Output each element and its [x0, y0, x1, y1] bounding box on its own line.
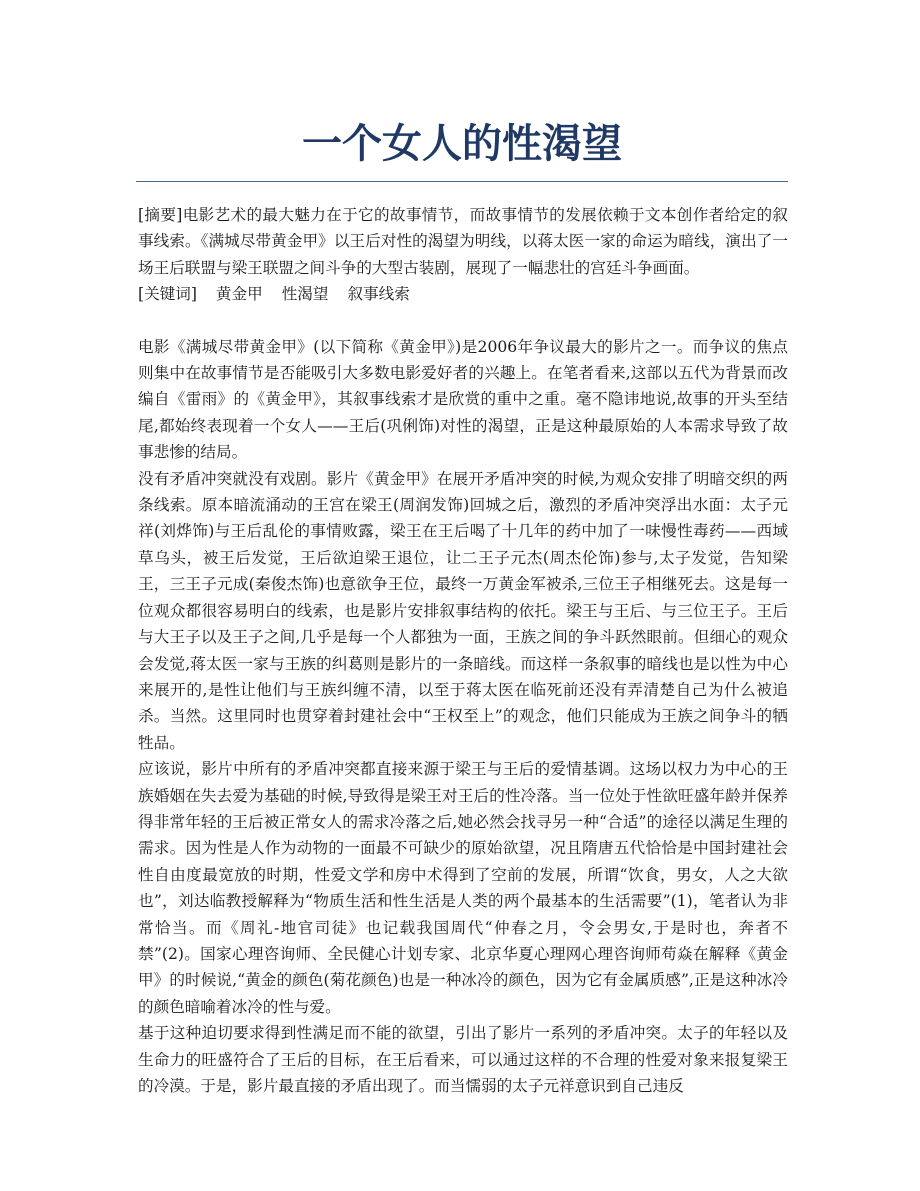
body-paragraph: 基于这种迫切要求得到性满足而不能的欲望，引出了影片一系列的矛盾冲突。太子的年轻以及生命力的旺盛符合了王后的目标，在王后看来，可以通过这样的不合理的性爱对象来报复梁王的冷漠。于是，影片最直接的矛盾出现了。而当懦弱的太子元祥意识到自己违反: [138, 1024, 788, 1095]
document-title: 一个女人的性渴望: [302, 121, 622, 167]
body-paragraph: 没有矛盾冲突就没有戏剧。影片《黄金甲》在展开矛盾冲突的时候,为观众安排了明暗交织的两条线索。原本暗流涌动的王宫在梁王(周润发饰)回城之后，激烈的矛盾冲突浮出水面：太子元祥(刘烨饰)与王后乱伦的事情败露，梁王在王后喝了十几年的药中加了一味慢性毒药——西域草乌头，被王后发觉，王后欲迫梁王退位，让二王子元杰(周杰伦饰)参与,太子发觉，告知梁王，三王子元成(秦俊杰饰)也意欲争王位，最终一万黄金军被杀,三位王子相继死去。这是每一位观众都很容易明白的线索，也是影片安排叙事结构的依托。梁王与王后、与三位王子。王后与大王子以及王子之间,几乎是每一个人都独为一面，王族之间的争斗跃然眼前。但细心的观众会发觉,蒋太医一家与王族的纠葛则是影片的一条暗线。而这样一条叙事的暗线也是以性为中心来展开的,是性让他们与王族纠缠不清，以至于蒋太医在临死前还没有弄清楚自己为什么被追杀。当然。这里同时也贯穿着封建社会中“王权至上”的观念，他们只能成为王族之间争斗的牺牲品。: [138, 469, 788, 752]
keywords-line: [138, 281, 788, 307]
body-paragraph: 电影《满城尽带黄金甲》(以下简称《黄金甲》)是2006年争议最大的影片之一。而争议的焦点则集中在故事情节是否能吸引大多数电影爱好者的兴趣上。在笔者看来,这部以五代为背景而改编自《雷雨》的《黄金甲》，其叙事线索才是欣赏的重中之重。毫不隐讳地说,故事的开头至结尾,都始终表现着一个女人——王后(巩俐饰)对性的渴望，正是这种最原始的人本需求导致了故事悲惨的结局。: [138, 337, 788, 462]
keyword: 黄金甲: [215, 285, 263, 304]
abstract: [摘要]电影艺术的最大魅力在于它的故事情节，而故事情节的发展依赖于文本创作者给定的叙事线索。《满城尽带黄金甲》以王后对性的渴望为明线，以蒋太医一家的命运为暗线，演出了一场王后联盟与梁王联盟之间斗争的大型古装剧，展现了一幅悲壮的宫廷斗争画面。: [138, 206, 788, 277]
keyword: 叙事线索: [347, 285, 410, 304]
document-body: [138, 202, 788, 1099]
keyword: 性渴望: [281, 285, 329, 304]
keywords-label: [关键词]: [138, 285, 197, 304]
body-paragraph: 应该说，影片中所有的矛盾冲突都直接来源于梁王与王后的爱情基调。这场以权力为中心的王族婚姻在失去爱为基础的时候,导致得是梁王对王后的性冷落。当一位处于性欲旺盛年龄并保养得非常年轻的王后被正常女人的需求冷落之后,她必然会找寻另一种“合适”的途径以满足生理的需求。因为性是人作为动物的一面最不可缺少的原始欲望，况且隋唐五代恰恰是中国封建社会性自由度最宽放的时期，性爱文学和房中术得到了空前的发展，所谓“饮食，男女，人之大欲也”，刘达临教授解释为“物质生活和性生活是人类的两个最基本的生活需要”(1)，笔者认为非常恰当。而《周礼-地官司徒》也记载我国周代“仲春之月，令会男女,于是时也，奔者不禁”(2)。国家心理咨询师、全民健心计划专家、北京华夏心理网心理咨询师苟焱在解释《黄金甲》的时候说,“黄金的颜色(菊花颜色)也是一种冰冷的颜色，因为它有金属质感”,正是这种冰冷的颜色暗喻着冰冷的性与爱。: [138, 760, 788, 1016]
title-divider: [136, 181, 788, 182]
